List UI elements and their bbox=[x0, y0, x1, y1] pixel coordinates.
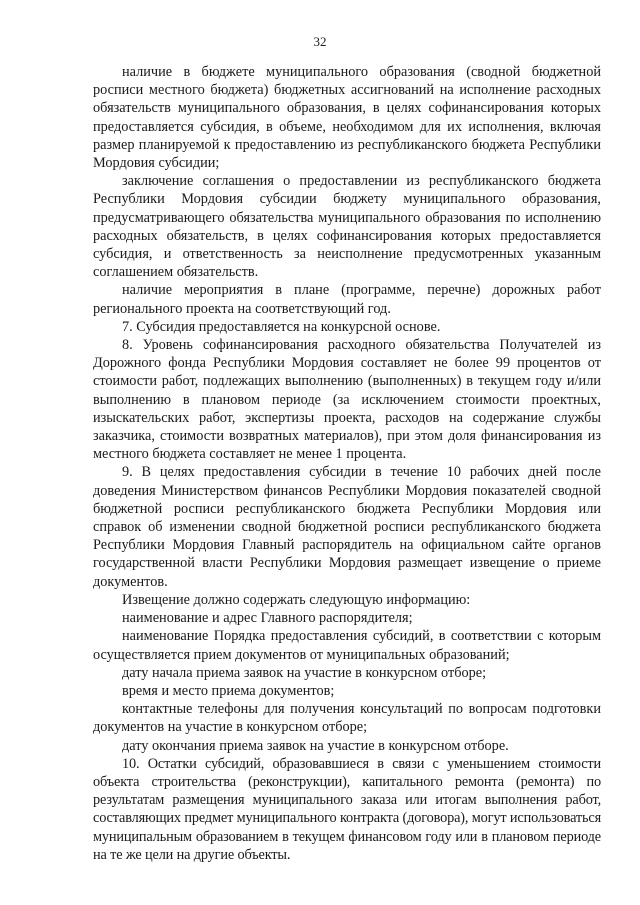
paragraph-item-10: 10. Остатки субсидий, образовавшиеся в связи с уменьшением стоимости объекта строительства (реконструкции), капитального ремонта (ремонта) по результатам размещения муниципального заказа или итогам выполнения работ, составляющих предмет муниципального контракта (договора), могут использоваться муниципальным образованием в текущем финансовом году или в плановом периоде на те же цели на другие объекты. bbox=[93, 755, 601, 863]
paragraph-budget-availability: наличие в бюджете муниципального образования (сводной бюджетной росписи местного бюджета) бюджетных ассигнований на исполнение расходных обязательств муниципального образования, в целях софинансирования которых предоставляется субсидия, в объеме, необходимом для их исполнения, включая размер планируемой к предоставлению из республиканского бюджета Республики Мордовия субсидии; bbox=[93, 64, 601, 172]
page-number: 32 bbox=[313, 34, 327, 49]
paragraph-notice-address: наименование и адрес Главного распорядителя; bbox=[122, 610, 413, 627]
paragraph-item-8: 8. Уровень софинансирования расходного обязательства Получателей из Дорожного фонда Республики Мордовия составляет не более 99 процентов от стоимости работ, подлежащих выполнению (выполненных) в текущем году и/или выполнению в плановом периоде (за исключением стоимости проектных, изыскательских работ, экспертизы проекта, расходов на содержание службы заказчика, стоимости возвратных материалов), при этом доля финансирования из местного бюджета составляет не менее 1 процента. bbox=[93, 337, 601, 463]
document-body bbox=[93, 63, 601, 864]
paragraph-notice-end-date: дату окончания приема заявок на участие в конкурсном отборе. bbox=[122, 737, 509, 754]
paragraph-notice-time-place: время и место приема документов; bbox=[122, 682, 335, 699]
paragraph-road-works-plan: наличие мероприятия в плане (программе, перечне) дорожных работ регионального проекта на соответствующий год. bbox=[93, 282, 601, 317]
paragraph-notice-phones: контактные телефоны для получения консультаций по вопросам подготовки документов на участие в конкурсном отборе; bbox=[93, 701, 601, 736]
paragraph-item-7: 7. Субсидия предоставляется на конкурсной основе. bbox=[122, 318, 441, 335]
paragraph-item-9: 9. В целях предоставления субсидии в течение 10 рабочих дней после доведения Министерством финансов Республики Мордовия показателей сводной бюджетной росписи республиканского бюджета Республики Мордовия или справок об изменении сводной бюджетной росписи республиканского бюджета Республики Мордовия Главный распорядитель на официальном сайте органов государственной власти Республики Мордовия размещает извещение о приеме документов. bbox=[93, 464, 601, 590]
paragraph-notice-procedure: наименование Порядка предоставления субсидий, в соответствии с которым осуществляется прием документов от муниципальных образований; bbox=[93, 628, 601, 663]
paragraph-notice-start-date: дату начала приема заявок на участие в конкурсном отборе; bbox=[122, 664, 487, 681]
paragraph-agreement: заключение соглашения о предоставлении из республиканского бюджета Республики Мордовия субсидии бюджету муниципального образования, предусматривающего обязательства муниципального образования по исполнению расходных обязательств, в целях софинансирования которых предоставляется субсидия, и ответственность за неисполнение предусмотренных указанным соглашением обязательств. bbox=[93, 173, 601, 281]
paragraph-notice-contents: Извещение должно содержать следующую информацию: bbox=[122, 591, 471, 608]
